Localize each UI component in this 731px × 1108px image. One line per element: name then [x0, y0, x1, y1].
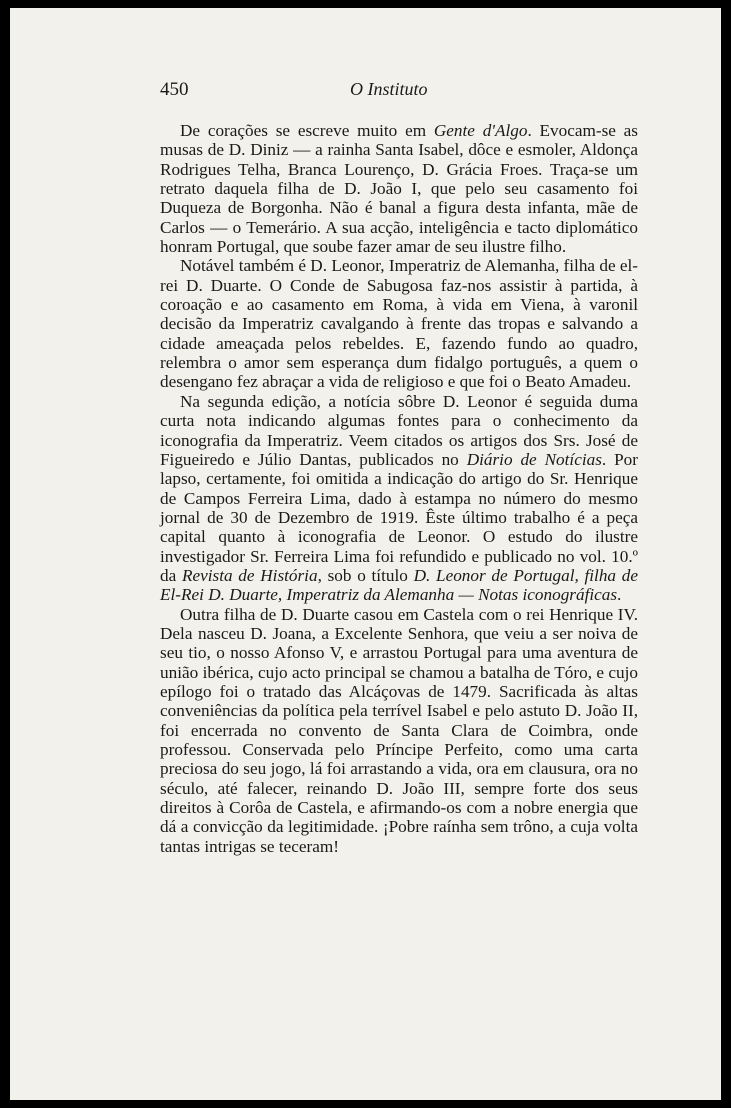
running-title: O Instituto [350, 79, 428, 99]
paragraph-1-part-1: De corações se escreve muito em [180, 121, 434, 140]
book-page [10, 8, 721, 1100]
title-revista-de-historia: Revista de História [181, 565, 318, 585]
paragraph-1 [160, 121, 638, 256]
paragraph-4 [160, 605, 638, 856]
body-text [160, 121, 638, 856]
paragraph-2-part-1: Notável também é D. Leonor, Imperatriz de Alemanha, filha de el-rei D. Duarte. O Conde de Sabugosa faz-nos assistir à partida, à coroação e ao casamento em Roma, à vida em Viena, à varonil decisão da Imperatriz cavalgando à frente das tropas e salvando a cidade ameaçada pelos rebeldes. E, fazendo fundo ao quadro, relembra o amor sem esperança dum fidalgo português, a quem o desengano fez abraçar a vida de religioso e que foi o Beato Amadeu. [160, 256, 638, 392]
title-gente-dalgo: Gente d'Algo [433, 121, 528, 140]
page-header [160, 79, 630, 109]
paragraph-4-part-1: Outra filha de D. Duarte casou em Castela com o rei Henrique IV. Dela nasceu D. Joana, a Excelente Senhora, que veiu a ser noiva de seu tio, o nosso Afonso V, e arrastou Portugal para uma aventura de união ibérica, cujo acto principal se chamou a batalha de Tóro, e cujo epílogo foi o tratado das Alcáçovas de 1479. Sacrificada às altas conveniências da política pela terrível Isabel e pelo astuto D. João II, foi encerrada no convento de Santa Clara de Coimbra, onde professou. Conservada pelo Príncipe Perfeito, como uma carta preciosa do seu jogo, lá foi arrastando a vida, ora em clausura, ora no século, até falecer, reinando D. João III, sempre forte dos seus direitos à Corôa de Castela, e afirmando-os com a nobre energia que dá a convicção da legitimidade. ¡Pobre raínha sem trôno, a cuja volta tantas intrigas se teceram! [160, 604, 638, 856]
paragraph-1-part-3: . Evocam-se as musas de D. Diniz — a rainha Santa Isabel, dôce e esmoler, Aldonça Rodrigues Telha, Branca Lourenço, D. Grácia Froes. Traça-se um retrato daquela filha de D. João I, que pelo seu casamento foi Duqueza de Borgonha. Não é banal a figura desta infanta, mãe de Carlos — o Temerário. A sua acção, inteligência e tacto diplomático honram Portugal, que soube fazer amar de seu ilustre filho. [160, 121, 638, 257]
title-article-leonor: D. Leonor de Portugal, filha de El-Rei D. Duarte, Imperatriz da Alemanha — Notas iconográficas [160, 565, 638, 605]
paragraph-3 [160, 392, 638, 605]
title-diario-de-noticias: Diário de Notícias [466, 449, 602, 469]
page-number: 450 [160, 79, 189, 100]
paragraph-3-part-1: Na segunda edição, a notícia sôbre D. Leonor é seguida duma curta nota indicando algumas fontes para o conhecimento da iconografia da Imperatriz. Veem citados os artigos dos Srs. José de Figueiredo e Júlio Dantas, publicados no [160, 391, 638, 469]
paragraph-2 [160, 256, 638, 391]
paragraph-3-part-3: . Por lapso, certamente, foi omitida a indicação do artigo do Sr. Henrique de Campos Ferreira Lima, dado à estampa no número do mesmo jornal de 30 de Dezembro de 1919. Êste último trabalho é a peça capital quanto à iconografia de Leonor. O estudo do ilustre investigador Sr. Ferreira Lima foi refundido e publicado no vol. 10.º da [160, 449, 638, 585]
paragraph-3-part-5: , sob o título [317, 565, 414, 585]
paragraph-3-part-7: . [617, 585, 622, 605]
